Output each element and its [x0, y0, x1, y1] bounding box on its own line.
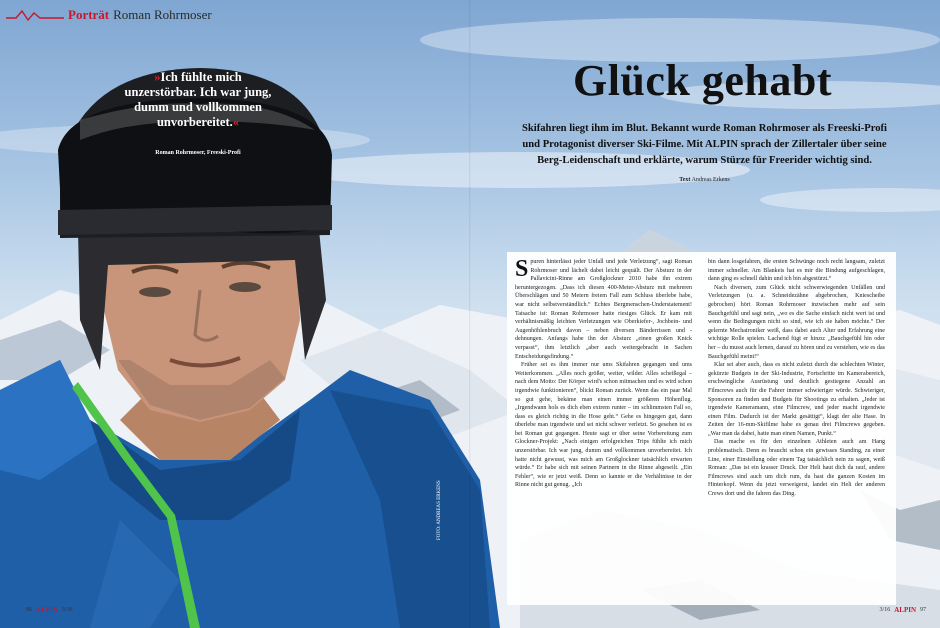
article-paragraph: Spuren hinterlässt jeder Unfall und jede Verletzung“, sagt Roman Rohrmoser und lächelt dabei leicht gequält. Der Absturz in der Pallavicini-Rinne am Großglockner 2010 habe ihn extrem heruntergezogen. „Dass ich diesen 400-Meter-Absturz mit mehreren Überschlägen und 50 Metern freiem Fall zum Schluss überlebe habe, war nicht selbstverständlich.“ Echtes Bergmenschen-Understatement! Tatsache ist: Roman Rohrmoser hatte riesiges Glück. Er kam mit verhältnismäßig leichten Verletzungen wie Oberkiefer-, Jochbein- und Augenhöhlenbruch davon – neben diversen Bänderrissen und -dehnungen. Anfangs habe ihn der Absturz „einen großen Knick verpasst“, ihm letztlich „aber auch weitergebracht in Sachen Entscheidungsfindung.“ — [515, 258, 692, 360]
article-title: Glück gehabt — [572, 56, 833, 105]
article-column-1 — [515, 258, 692, 598]
byline-label: Text — [679, 177, 691, 183]
section-label: Porträt — [68, 7, 110, 22]
pull-quote — [118, 70, 278, 130]
article-textbox — [507, 252, 896, 605]
article-column-2 — [708, 258, 885, 598]
issue-right: 3/16 — [879, 607, 891, 613]
section-subject: Roman Rohrmoser — [113, 7, 212, 22]
page-gutter — [469, 0, 471, 628]
article-paragraph: Das mache es für den einzelnen Athleten auch am Hang problematisch. Denn es braucht schon ein gewisses Standing, zu einer Line, einer Einstellung oder einem Tag tatsächlich nein zu sagen, weiß Roman: „Das ist ein krasser Druck. Der Heli haut dich da rauf, andere Filmcrews sind auch um dich rum, du hast die ganzen Kosten im Hinterkopf. Wenn du jetzt verweigerst, landet ein Heli der anderen Crews dort und die fahren das Ding. — [708, 439, 885, 498]
article-paragraph: Nach diversen, zum Glück nicht schwerwiegenden Unfällen und Verletzungen (u. a. Schneidezähne abgebrochen, Kniescheibe gebrochen) hört Roman Rohrmoser inzwischen mehr auf sein Bauchgefühl und sagt nein, „wo es die Sache einfach nicht wert ist und wenn die Bedingungen nicht so sind, wie ich sie haben möchte.“ Der gelernte Mechatroniker weiß, dass dabei auch Alter und Erfahrung eine wichtige Rolle spielen. Lachend fügt er hinzu: „Bauchgefühl hin oder her – du musst auch lernen, darauf zu hören und zu verstehen, wie es das Bauchgefühl meint!“ — [708, 284, 885, 360]
issue-left: 3/16 — [61, 607, 73, 613]
brand-right: ALPIN — [894, 606, 916, 614]
page-number-left: 96 — [26, 607, 32, 613]
folio-left — [26, 604, 72, 616]
article-lead: Skifahren liegt ihm im Blut. Bekannt wurde Roman Rohrmoser als Freeski-Profi und Protagonist diverser Ski-Filme. Mit ALPIN sprach der Zillertaler über seine Berg-Leidenschaft und erklärte, warum Stürze für Freerider wichtig sind. — [522, 123, 887, 166]
drop-cap: S — [515, 258, 529, 282]
quote-text: Ich fühlte mich unzerstörbar. Ich war jung, dumm und vollkommen unvorbereitet. — [124, 70, 272, 129]
portrait-photo — [0, 60, 500, 628]
article-paragraph: bin dann losgefahren, die ersten Schwünge noch recht langsam, zuletzt immer schneller. Am Blankeis hat es mir die Bindung aufgeschlagen, dann ging es schnell dahin und ich bin abgestürzt.“ — [708, 259, 885, 283]
photo-credit: FOTO: ANDREAS ERKENS — [437, 480, 442, 540]
folio-right — [880, 604, 926, 616]
page-number-right: 97 — [920, 607, 926, 613]
section-kicker — [6, 5, 212, 25]
quote-open-mark: » — [154, 70, 161, 84]
mountain-line-icon — [6, 8, 64, 22]
quote-attribution: Roman Rohrmoser, Freeski-Profi — [155, 150, 241, 156]
article-paragraph: Klar sei aber auch, dass es nicht zuletzt durch die schlechten Winter, gekürzte Budgets in der Ski-Industrie, Fortschritte im Kamerabereich, erschwingliche Ausrüstung und deutlich gestiegene Anzahl an Filmcrews auch für die Fahrer immer schwieriger würde. Schwieriger, Sponsoren zu finden und Budgets für Shootings zu erhalten. „Jeder ist irgendwie Kameramann, eine Filmcrew, und jeder macht irgendwie einen Film. Dadurch ist der Markt gesättigt“, klagt der alte Hase. In Zeiten der 16-mm-Skifilme habe es genau drei Filmcrews gegeben. „War man da dabei, hatte man einen Namen, Punkt.“ — [708, 362, 885, 437]
brand-left: ALPIN — [36, 606, 58, 614]
quote-close-mark: « — [232, 115, 240, 129]
byline — [512, 177, 897, 183]
article-paragraph: Früher sei es ihm immer nur ums Skifahren gegangen und ums Weiterkommen. „Alles noch größer, weiter, wilder. Alles scheißegal – nach dem Motto: Der Körper wird's schon mitmachen und es wird schon irgendwie funktionieren“, blickt Roman zurück. Wenn das ein paar Mal so gut gehe, bekäme man einen immer größeren Höhenflug. „Irgendwann hols es dich eben extrem runter – im schlimmsten Fall so, dass es gleich richtig in die Hose geht.“ Gehe es hingegen gut, dann überlebe man irgendwie und sei nicht schwer verletzt. So gesehen ist es bei Roman gut gegangen. Heute sagt er über seine Vorbereitung zum Glockner-Projekt: „Nach einigen erfolgreichen Trips fühlte ich mich unzerstörbar. Ich war jung, dumm und vollkommen unvorbereitet. Ich hatte nicht gewusst, was mich am Großglockner tatsächlich erwarten würde.“ Er habe sich mit seinen Partnern in die Rinne abgeseilt. „Ein Fehler“, wie er jetzt weiß. Denn so kannte er die Verhältnisse in der Rinne nicht gut genug. „Ich — [515, 362, 692, 489]
byline-author: Andreas Erkens — [691, 177, 730, 183]
